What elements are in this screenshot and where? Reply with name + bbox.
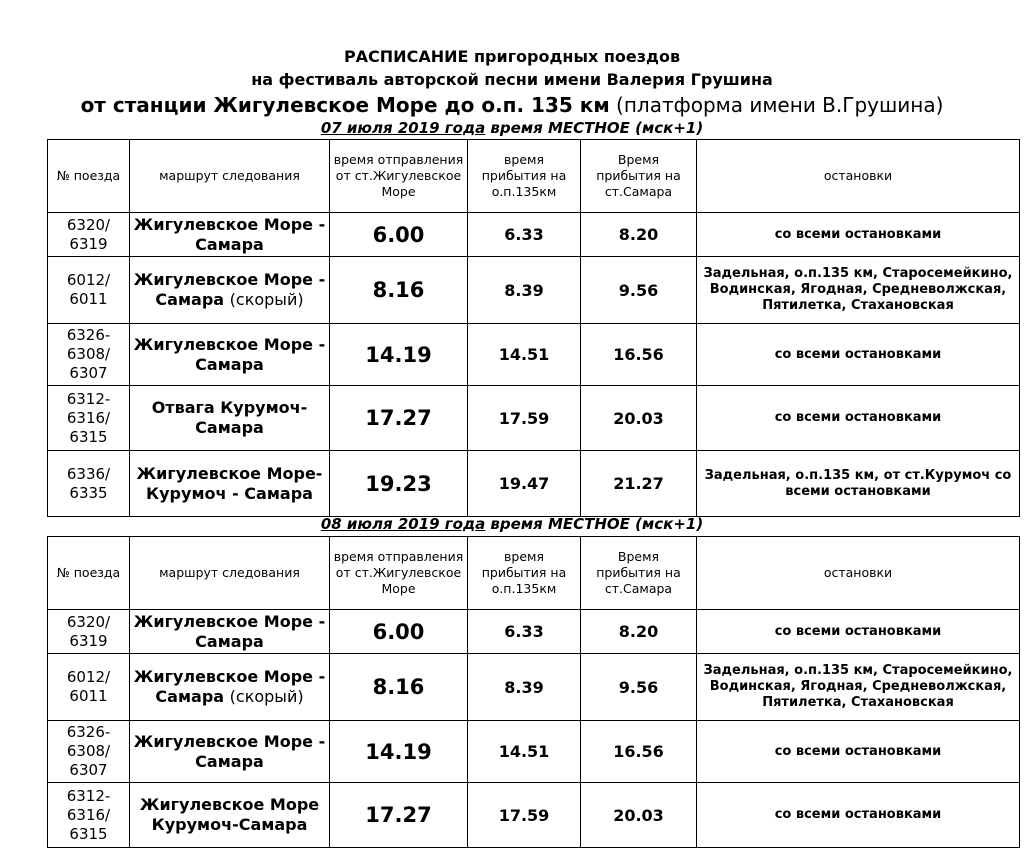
table-row: [48, 610, 1020, 654]
route-name: Жигулевское Море - Самара: [133, 214, 326, 254]
route: [130, 654, 330, 721]
table-row: [48, 451, 1020, 517]
col-header-arrival-135: время прибытия на о.п.135км: [468, 537, 581, 610]
train-number: 6012/ 6011: [48, 257, 130, 324]
departure-time: 8.16: [330, 257, 468, 324]
route: [130, 610, 330, 654]
route-name: Жигулевское Море Курумоч-Самара: [139, 795, 320, 834]
table-row: [48, 721, 1020, 783]
departure-time: 14.19: [330, 721, 468, 783]
route-name: Жигулевское Море - Самара: [133, 270, 326, 309]
route-name: Жигулевское Море-Курумоч - Самара: [136, 463, 323, 503]
table-header-row: [48, 140, 1020, 213]
schedule-table-day2: [47, 536, 1020, 848]
route-heading: [0, 93, 1024, 117]
table-row: [48, 257, 1020, 324]
route-name: Жигулевское Море - Самара: [133, 667, 326, 706]
departure-time: 17.27: [330, 783, 468, 848]
arrival-samara: 16.56: [581, 324, 697, 386]
train-number: 6336/ 6335: [48, 451, 130, 517]
arrival-samara: 16.56: [581, 721, 697, 783]
arrival-135km: 6.33: [468, 213, 581, 257]
departure-time: 6.00: [330, 213, 468, 257]
stops: со всеми остановками: [697, 386, 1020, 451]
train-number: 6312- 6316/ 6315: [48, 386, 130, 451]
train-number: 6326- 6308/ 6307: [48, 324, 130, 386]
arrival-135km: 14.51: [468, 324, 581, 386]
arrival-samara: 9.56: [581, 654, 697, 721]
train-number: 6326- 6308/ 6307: [48, 721, 130, 783]
route-name: Отвага Курумоч- Самара: [151, 398, 308, 437]
table-row: [48, 654, 1020, 721]
time-zone-note-day1: время МЕСТНОЕ (мск+1): [485, 119, 704, 137]
route: [130, 324, 330, 386]
col-header-arrival-samara: Время прибытия на ст.Самара: [581, 537, 697, 610]
departure-time: 14.19: [330, 324, 468, 386]
stops: Задельная, о.п.135 км, Старосемейкино, Водинская, Ягодная, Средневолжская, Пятилетка, Стахановская: [697, 654, 1020, 721]
table-header-row: [48, 537, 1020, 610]
departure-time: 8.16: [330, 654, 468, 721]
table-row: [48, 386, 1020, 451]
table-row: [48, 213, 1020, 257]
col-header-num: № поезда: [48, 140, 130, 213]
route-heading-main: от станции Жигулевское Море до о.п. 135 км: [80, 93, 610, 117]
route: [130, 257, 330, 324]
stops: со всеми остановками: [697, 213, 1020, 257]
col-header-num: № поезда: [48, 537, 130, 610]
arrival-samara: 8.20: [581, 213, 697, 257]
arrival-samara: 21.27: [581, 451, 697, 517]
stops: со всеми остановками: [697, 324, 1020, 386]
train-number: 6320/ 6319: [48, 213, 130, 257]
route-name: Жигулевское Море - Самара: [133, 334, 326, 374]
train-number: 6012/ 6011: [48, 654, 130, 721]
table-row: [48, 783, 1020, 848]
route-note: (скорый): [229, 290, 304, 309]
arrival-samara: 8.20: [581, 610, 697, 654]
route: [130, 213, 330, 257]
stops: Задельная, о.п.135 км, от ст.Курумоч со всеми остановками: [697, 451, 1020, 517]
arrival-135km: 17.59: [468, 783, 581, 848]
date-day1: 07 июля 2019 года: [320, 119, 486, 137]
route-name: Жигулевское Море - Самара: [133, 731, 326, 771]
arrival-samara: 9.56: [581, 257, 697, 324]
arrival-135km: 14.51: [468, 721, 581, 783]
col-header-stops: остановки: [697, 140, 1020, 213]
col-header-departure: время отправления от ст.Жигулевское Море: [330, 140, 468, 213]
departure-time: 19.23: [330, 451, 468, 517]
schedule-table-day1: [47, 139, 1020, 517]
route: [130, 721, 330, 783]
departure-time: 6.00: [330, 610, 468, 654]
stops: Задельная, о.п.135 км, Старосемейкино, Водинская, Ягодная, Средневолжская, Пятилетка, Стахановская: [697, 257, 1020, 324]
route: [130, 451, 330, 517]
col-header-stops: остановки: [697, 537, 1020, 610]
route: [130, 386, 330, 451]
train-number: 6320/ 6319: [48, 610, 130, 654]
col-header-route: маршрут следования: [130, 537, 330, 610]
arrival-135km: 8.39: [468, 654, 581, 721]
table-row: [48, 324, 1020, 386]
col-header-route: маршрут следования: [130, 140, 330, 213]
route-note: (скорый): [229, 687, 304, 706]
stops: со всеми остановками: [697, 721, 1020, 783]
stops: со всеми остановками: [697, 783, 1020, 848]
stops: со всеми остановками: [697, 610, 1020, 654]
col-header-arrival-135: время прибытия на о.п.135км: [468, 140, 581, 213]
date-day2: 08 июля 2019 года: [320, 515, 486, 533]
arrival-samara: 20.03: [581, 783, 697, 848]
document-title: РАСПИСАНИЕ пригородных поездов: [343, 47, 681, 66]
route-name: Жигулевское Море - Самара: [133, 611, 326, 651]
time-zone-note-day2: время МЕСТНОЕ (мск+1): [485, 515, 704, 533]
col-header-departure: время отправления от ст.Жигулевское Море: [330, 537, 468, 610]
arrival-135km: 19.47: [468, 451, 581, 517]
route: [130, 783, 330, 848]
departure-time: 17.27: [330, 386, 468, 451]
route-heading-platform: (платформа имени В.Грушина): [609, 93, 944, 117]
train-number: 6312- 6316/ 6315: [48, 783, 130, 848]
date-heading-day1: [0, 119, 1024, 137]
document-subtitle: на фестиваль авторской песни имени Валерия Грушина: [251, 70, 773, 89]
date-heading-day2: [0, 515, 1024, 533]
arrival-135km: 6.33: [468, 610, 581, 654]
arrival-135km: 17.59: [468, 386, 581, 451]
arrival-135km: 8.39: [468, 257, 581, 324]
arrival-samara: 20.03: [581, 386, 697, 451]
col-header-arrival-samara: Время прибытия на ст.Самара: [581, 140, 697, 213]
